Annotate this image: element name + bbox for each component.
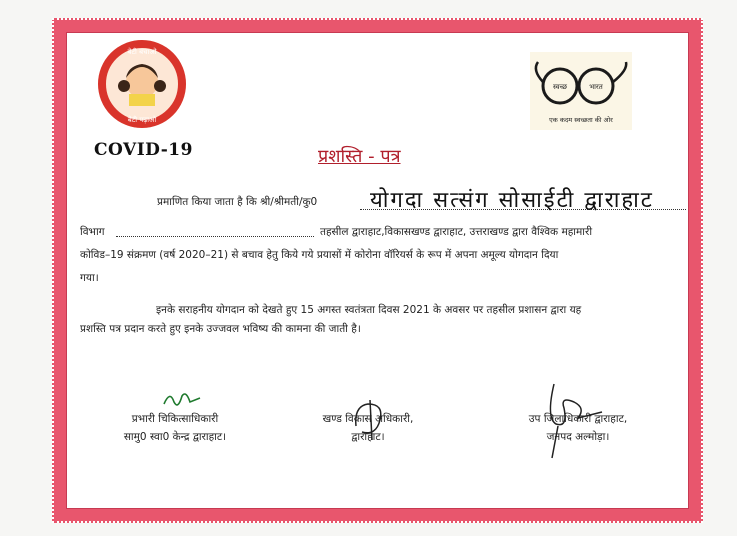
signatory-title: खण्ड विकास अधिकारी, [322,413,414,425]
signature-medical-officer [160,388,204,412]
signatory-title: प्रभारी चिकित्साधिकारी [131,413,219,425]
signatory-sdm [508,410,648,446]
body-para2-line1: इनके सराहनीय योगदान को देखते हुए 15 अगस्त स्वतंत्रता दिवस 2021 के अवसर पर तहसील प्रशासन द्वारा यह [156,304,582,316]
certification-prefix: प्रमाणित किया जाता है कि श्री/श्रीमती/कु0 [157,196,318,208]
badge-right-word2: भारत [589,83,603,91]
signatory-office: सामु0 स्वा0 केन्द्र द्वाराहाट। [123,431,227,443]
signatory-office: जनपद अल्मोड़ा। [546,431,610,443]
body-line-3: कोविड–19 संक्रमण (वर्ष 2020–21) से बचाव हेतु किये गये प्रयासों में कोरोना वॉरियर्स के रूप में अपना अमूल्य योगदान दिया [80,249,559,261]
department-label: विभाग [80,226,105,238]
signatory-medical-officer [100,410,250,446]
swachh-bharat-logo [530,52,632,130]
signatory-title: उप जिलाधिकारी द्वाराहाट, [528,413,628,425]
body-line-4: गया। [80,272,99,284]
recipient-name: योगदा सत्संग सोसाईटी द्वाराहाट [370,188,654,213]
covid-label: COVID-19 [94,140,193,160]
badge-left-bottom-text: बेटी पढ़ाओ [127,116,157,124]
body-para2-line2: प्रशस्ति पत्र प्रदान करते हुए इनके उज्जवल भविष्य की कामना की जाती है। [80,323,361,335]
certificate-title: प्रशस्ति - पत्र [318,146,401,167]
signatory-bdo [298,410,438,446]
beti-bachao-logo [96,38,188,130]
badge-right-word1: स्वच्छ [552,83,568,91]
department-blank-line [116,236,314,237]
signatory-office: द्वाराहाट। [351,431,385,443]
badge-right-tagline: एक कदम स्वच्छता की ओर [549,116,613,124]
badge-left-top-text: बेटी बचाओ [127,48,157,56]
department-line-text: तहसील द्वाराहाट,विकासखण्ड द्वाराहाट, उत्तराखण्ड द्वारा वैश्विक महामारी [320,226,593,238]
